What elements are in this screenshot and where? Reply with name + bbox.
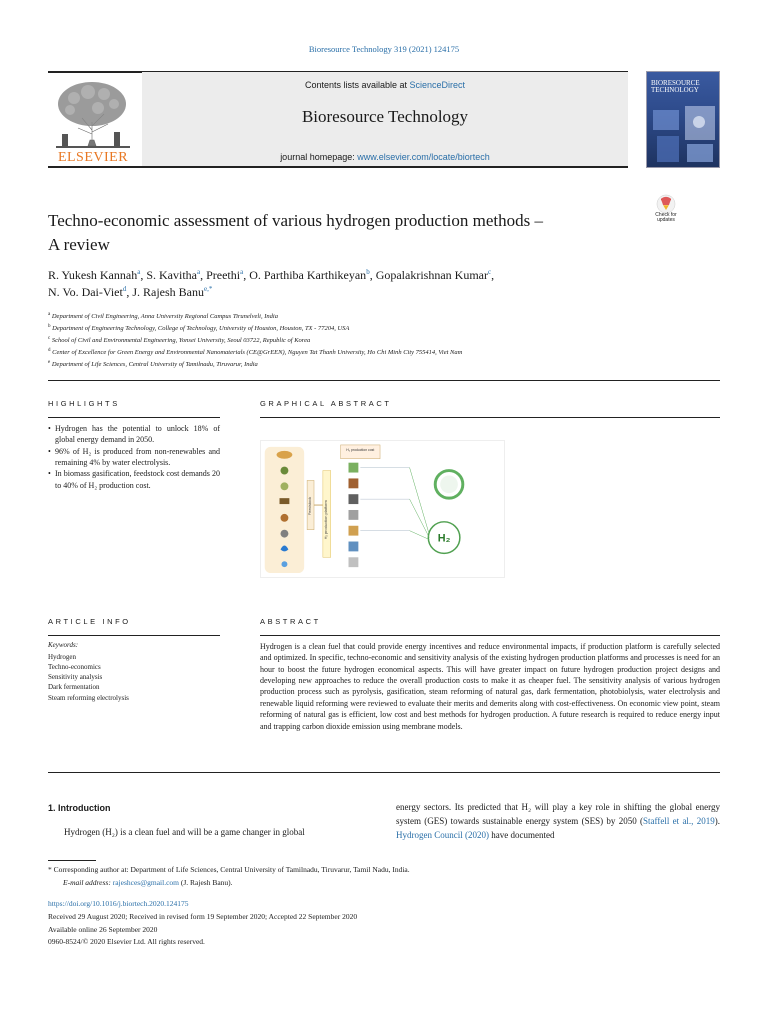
elsevier-wordmark: ELSEVIER (57, 150, 129, 165)
introduction-right-column (396, 801, 720, 843)
author[interactable]: Preethi (206, 268, 241, 282)
email-link[interactable]: rajeshces@gmail.com (112, 878, 179, 887)
homepage-prefix: journal homepage: (280, 152, 358, 162)
affiliation (48, 335, 728, 347)
journal-homepage-link[interactable]: www.elsevier.com/locate/biortech (357, 152, 490, 162)
contents-available-line (142, 80, 628, 90)
author[interactable]: S. Kavitha (146, 268, 197, 282)
journal-title[interactable]: Bioresource Technology (301, 107, 469, 126)
affiliation-mark: a (48, 312, 51, 317)
keyword: Techno-economics (48, 663, 101, 672)
author-affiliation-mark[interactable]: e,* (204, 285, 213, 294)
abstract-heading: ABSTRACT (260, 617, 321, 626)
journal-homepage-line (142, 152, 628, 162)
cover-title: BIORESOURCE TECHNOLOGY (651, 79, 700, 95)
abstract-text: Hydrogen is a clean fuel that could provide energy incentives and reduce environmental impacts, if production platform is carefully selected and optimized. In specific, techno-economic and sensitivity analysis of the existing hydrogen production platforms and processes is need for an hour to boost the future hydrogen economical aspects. This will have greater impact on future hydrogen production project designs and developing new approaches to reduce the overall production costs to make it as cheaper fuel. The sensitivity analysis of various hydrogen production process such as pyrolysis, gasification, steam reforming of natural gas, dark fermentation, photobiolysis, water electrolysis and renewable liquid reforming were reviewed to evaluate their merits and demerits along with cost-effectiveness. On economic view point, steam reforming of natural gas is efficient, low cost and best methods for hydrogen production. A future research is required to reduce energy input and trapping carbon dioxide emission using membrane models. (260, 642, 720, 731)
check-for-updates-icon[interactable] (649, 193, 683, 229)
affiliation-text: Center of Excellence for Green Energy and Environmental Nanomaterials (CE@GrEEN), Nguyen Tat Thanh University, Ho Chi Minh City 755414, Viet Nam (52, 348, 463, 356)
affiliation (48, 311, 728, 323)
paper-title-line-1: Techno-economic assessment of various hydrogen production methods – (48, 211, 544, 230)
cover-artwork (647, 102, 720, 168)
email-line (63, 878, 233, 887)
author[interactable]: N. Vo. Dai-Viet (48, 285, 123, 300)
feedstock-label: Feedstock (307, 496, 313, 516)
section-divider (48, 772, 720, 773)
author-list (48, 267, 648, 302)
affiliation (48, 323, 728, 335)
received-dates: Received 29 August 2020; Received in revised form 19 September 2020; Accepted 22 September 2020 (48, 912, 358, 921)
article-info-rule (48, 635, 220, 636)
copyright-notice: 0960-8524/© 2020 Elsevier Ltd. All rights reserved. (48, 937, 205, 946)
author-separator: , (243, 268, 250, 282)
keyword: Sensitivity analysis (48, 673, 103, 682)
citation-link[interactable]: Staffell et al., 2019 (643, 815, 715, 826)
affiliation-mark: c (48, 335, 51, 341)
journal-cover-thumbnail[interactable] (646, 71, 720, 168)
keywords-label: Keywords: (48, 641, 79, 649)
footnote-rule (48, 860, 96, 861)
author-affiliation-mark[interactable]: a (137, 268, 141, 276)
author-separator: , (369, 268, 376, 282)
graphical-abstract-rule (260, 417, 720, 418)
affiliation-mark: e (48, 359, 51, 365)
highlights-list (48, 423, 220, 491)
section-divider (48, 380, 720, 381)
abstract-rule (260, 635, 720, 636)
doi-link[interactable]: https://doi.org/10.1016/j.biortech.2020.124175 (48, 899, 189, 908)
email-label: E-mail address: (63, 878, 113, 887)
highlights-rule (48, 417, 220, 418)
introduction-left-column: Hydrogen (H₂) is a clean fuel and will be a game changer in global (64, 827, 305, 837)
affiliation-list (48, 311, 728, 370)
cost-label: H₂ production cost (346, 447, 375, 452)
keywords-list (48, 652, 129, 703)
sciencedirect-link[interactable]: ScienceDirect (409, 80, 466, 90)
author[interactable]: Gopalakrishnan Kumar (375, 268, 488, 282)
corresponding-author-note: * Corresponding author at: Department of Life Sciences, Central University of Tamilnadu, Tiruvarur, Tamil Nadu, India. (48, 865, 410, 874)
affiliation-text: Department of Civil Engineering, Anna University Regional Campus Tirunelveli, India (51, 313, 278, 321)
highlights-heading: HIGHLIGHTS (48, 399, 120, 408)
author-affiliation-mark[interactable]: a (197, 268, 201, 276)
affiliation-text: Department of Life Sciences, Central University of Tamilnadu, Tiruvarur, India (51, 360, 258, 368)
author-separator: , (140, 268, 147, 282)
author-affiliation-mark[interactable]: c (488, 268, 492, 276)
highlight-item: • 96% of H₂ is produced from non-renewables and remaining 4% by water electrolysis. (48, 446, 220, 469)
keyword: Hydrogen (48, 653, 76, 661)
affiliation-mark: d (48, 347, 51, 353)
citation-link[interactable]: Hydrogen Council (2020) (396, 829, 489, 840)
paper-title-line-2: A review (48, 234, 110, 254)
affiliation (48, 359, 728, 371)
author-affiliation-mark[interactable]: b (366, 268, 370, 276)
feedstock-panel (265, 447, 304, 573)
platform-label: H₂ production platform (322, 500, 328, 540)
check-for-updates-label[interactable]: Check for updates (655, 212, 677, 224)
email-suffix: (J. Rajesh Banu). (178, 878, 233, 887)
author-separator: , (200, 268, 207, 282)
article-info-heading: ARTICLE INFO (48, 617, 131, 626)
keyword: Steam reforming electrolysis (48, 693, 129, 702)
author-affiliation-mark[interactable]: a (240, 268, 244, 276)
highlight-item: • Hydrogen has the potential to unlock 18% of global energy demand in 2050. (48, 423, 220, 446)
graphical-abstract-heading: GRAPHICAL ABSTRACT (260, 399, 392, 408)
author-separator: , (491, 268, 495, 282)
intro-text: have documented (488, 829, 555, 840)
affiliation (48, 347, 728, 359)
affiliation-text: School of Civil and Environmental Engineering, Yonsei University, Seoul 03722, Republic of Korea (51, 336, 311, 344)
author-affiliation-mark[interactable]: d (122, 285, 127, 294)
intro-text: energy sectors. Its predicted that H₂ will play a key role in shifting the global energy system (GES) towards sustainable energy system (SES) by 2050 ( (396, 802, 720, 826)
author-separator: , (126, 285, 133, 300)
author[interactable]: R. Yukesh Kannah (48, 268, 138, 282)
introduction-heading: 1. Introduction (48, 803, 111, 813)
affiliation-mark: b (48, 323, 51, 329)
journal-reference-link[interactable]: Bioresource Technology 319 (2021) 124175 (308, 44, 460, 54)
paper-title (48, 209, 628, 257)
keyword: Dark fermentation (48, 683, 100, 692)
affiliation-text: Department of Engineering Technology, College of Technology, University of Houston, Houston, TX - 77204, USA (52, 325, 350, 333)
graphical-abstract-image[interactable] (260, 440, 505, 578)
author[interactable]: J. Rajesh Banu (132, 285, 205, 300)
highlight-item: • In biomass gasification, feedstock cost demands 20 to 40% of H₂ production cost. (48, 468, 220, 491)
intro-text: ). (714, 815, 720, 826)
available-online-date: Available online 26 September 2020 (48, 925, 158, 934)
contents-prefix: Contents lists available at (304, 80, 410, 90)
h2-badge-label: H₂ (437, 532, 451, 545)
author[interactable]: O. Parthiba Karthikeyan (249, 268, 367, 282)
